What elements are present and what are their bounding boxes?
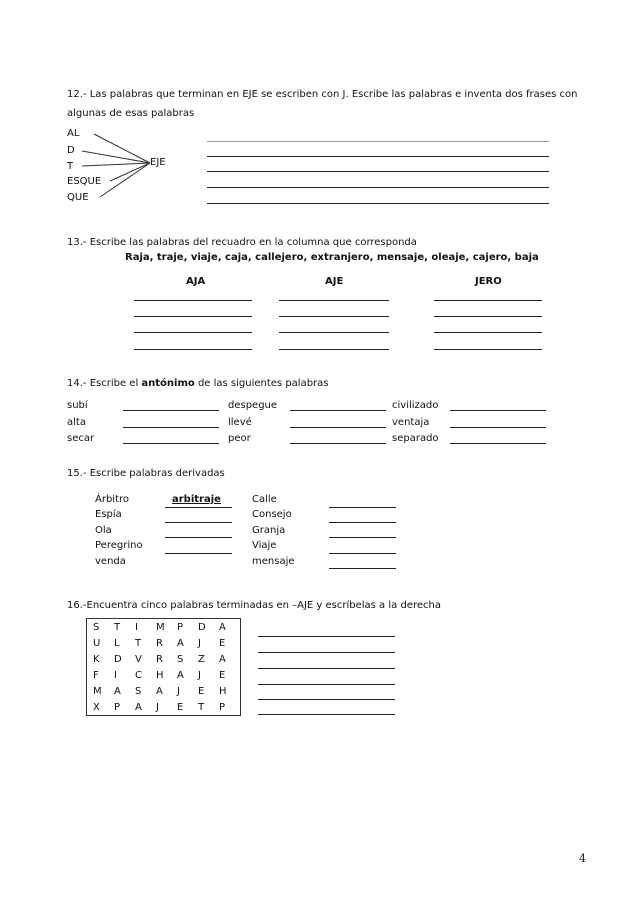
- ex15-word: Viaje: [252, 540, 277, 551]
- grid-cell: D: [198, 622, 206, 633]
- ex15-answer-line[interactable]: [329, 522, 396, 523]
- grid-cell: A: [156, 686, 163, 697]
- ex13-prompt: 13.- Escribe las palabras del recuadro en la columna que corresponda: [67, 237, 417, 248]
- ex13-column-aje: AJE: [325, 276, 344, 287]
- ex14-word: secar: [67, 433, 95, 444]
- grid-cell: J: [156, 702, 159, 713]
- ex14-prompt-after: de las siguientes palabras: [194, 378, 329, 389]
- grid-row: [93, 668, 240, 683]
- grid-cell: I: [114, 670, 117, 681]
- grid-row: [93, 620, 240, 635]
- ex14-prompt-bold: antónimo: [141, 378, 195, 389]
- grid-cell: T: [135, 638, 142, 649]
- ex14-answer-line[interactable]: [290, 410, 386, 411]
- ex13-aja-line[interactable]: [134, 316, 252, 317]
- ex14-answer-line[interactable]: [123, 427, 219, 428]
- ex15-word: mensaje: [252, 556, 295, 567]
- ex14-answer-line[interactable]: [290, 443, 386, 444]
- ex12-suffix: EJE: [150, 157, 166, 168]
- ex12-prefix-al: AL: [67, 128, 80, 139]
- ex16-answer-line[interactable]: [258, 699, 395, 700]
- ex13-aja-line[interactable]: [134, 332, 252, 333]
- grid-cell: X: [93, 702, 100, 713]
- ex14-word: ventaja: [392, 417, 430, 428]
- grid-cell: J: [177, 686, 180, 697]
- ex14-answer-line[interactable]: [450, 427, 546, 428]
- grid-cell: P: [114, 702, 121, 713]
- ex14-answer-line[interactable]: [290, 427, 386, 428]
- grid-cell: V: [135, 654, 142, 665]
- grid-row: [93, 684, 240, 699]
- ex15-word: Consejo: [252, 509, 292, 520]
- ex16-prompt: 16.-Encuentra cinco palabras terminadas en –AJE y escríbelas a la derecha: [67, 600, 441, 611]
- ex13-column-aja: AJA: [186, 276, 206, 287]
- grid-cell: I: [135, 622, 138, 633]
- grid-cell: R: [156, 638, 163, 649]
- grid-cell: E: [177, 702, 184, 713]
- grid-cell: A: [219, 654, 226, 665]
- ex13-aje-line[interactable]: [279, 349, 389, 350]
- grid-cell: T: [114, 622, 121, 633]
- ex15-answer-line[interactable]: [165, 553, 232, 554]
- grid-cell: P: [177, 622, 184, 633]
- ex14-word: despegue: [228, 400, 278, 411]
- ex12-answer-line-4[interactable]: [207, 187, 549, 188]
- grid-cell: A: [177, 638, 184, 649]
- ex14-word: subí: [67, 400, 88, 411]
- ex14-word: separado: [392, 433, 439, 444]
- ex15-answer-line[interactable]: [329, 553, 396, 554]
- grid-cell: S: [177, 654, 184, 665]
- ex15-answer-line[interactable]: [329, 537, 396, 538]
- ex15-example-answer: arbitraje: [172, 494, 221, 505]
- ex12-prompt-line1: 12.- Las palabras que terminan en EJE se escriben con J. Escribe las palabras e inventa dos frases con: [67, 89, 578, 100]
- grid-cell: P: [219, 702, 226, 713]
- grid-cell: S: [93, 622, 100, 633]
- ex15-prompt: 15.- Escribe palabras derivadas: [67, 468, 225, 479]
- ex16-answer-line[interactable]: [258, 684, 395, 685]
- ex16-answer-line[interactable]: [258, 652, 395, 653]
- grid-cell: Z: [198, 654, 205, 665]
- grid-cell: H: [156, 670, 164, 681]
- ex16-answer-line[interactable]: [258, 714, 395, 715]
- ex14-word: alta: [67, 417, 86, 428]
- ex15-answer-line[interactable]: [165, 522, 232, 523]
- ex14-prompt: [67, 378, 329, 389]
- grid-cell: U: [93, 638, 101, 649]
- grid-cell: A: [177, 670, 184, 681]
- grid-cell: D: [114, 654, 122, 665]
- ex14-answer-line[interactable]: [123, 443, 219, 444]
- grid-cell: K: [93, 654, 100, 665]
- grid-cell: F: [93, 670, 99, 681]
- ex12-prompt-line2: algunas de esas palabras: [67, 108, 195, 119]
- grid-row: [93, 700, 240, 715]
- ex15-word: Calle: [252, 494, 277, 505]
- grid-cell: A: [114, 686, 121, 697]
- ex13-jero-line[interactable]: [434, 332, 542, 333]
- ex15-answer-line[interactable]: [329, 568, 396, 569]
- grid-cell: L: [114, 638, 120, 649]
- ex12-answer-line-2[interactable]: [207, 156, 549, 157]
- ex14-prompt-before: 14.- Escribe el: [67, 378, 142, 389]
- ex15-word: Árbitro: [95, 494, 130, 505]
- grid-cell: S: [135, 686, 142, 697]
- ex12-prefix-d: D: [67, 145, 75, 156]
- grid-cell: M: [93, 686, 102, 697]
- ex12-prefix-que: QUE: [67, 192, 89, 203]
- ex14-answer-line[interactable]: [123, 410, 219, 411]
- grid-cell: H: [219, 686, 227, 697]
- grid-cell: M: [156, 622, 165, 633]
- ex15-answer-line[interactable]: [165, 537, 232, 538]
- ex15-answer-line[interactable]: [165, 507, 232, 508]
- ex14-answer-line[interactable]: [450, 443, 546, 444]
- ex16-answer-line[interactable]: [258, 668, 395, 669]
- ex13-word-box: Raja, traje, viaje, caja, callejero, extranjero, mensaje, oleaje, cajero, baja: [125, 252, 539, 263]
- grid-cell: J: [198, 670, 201, 681]
- ex12-prefix-esque: ESQUE: [67, 176, 102, 187]
- ex16-answer-line[interactable]: [258, 636, 395, 637]
- grid-cell: A: [219, 622, 226, 633]
- ex15-word: Granja: [252, 525, 286, 536]
- ex15-answer-line[interactable]: [329, 507, 396, 508]
- grid-cell: E: [219, 638, 226, 649]
- grid-cell: T: [198, 702, 205, 713]
- ex14-answer-line[interactable]: [450, 410, 546, 411]
- ex13-column-jero: JERO: [475, 276, 502, 287]
- ex12-answer-line-3[interactable]: [207, 171, 549, 172]
- ex12-answer-line-1[interactable]: [207, 141, 549, 142]
- ex15-word: venda: [95, 556, 126, 567]
- grid-cell: E: [198, 686, 205, 697]
- ex15-word: Peregrino: [95, 540, 143, 551]
- ex13-jero-line[interactable]: [434, 300, 542, 301]
- ex13-aje-line[interactable]: [279, 316, 389, 317]
- grid-cell: A: [135, 702, 142, 713]
- word-search-grid: [86, 618, 241, 716]
- ex14-word: civilizado: [392, 400, 439, 411]
- ex12-answer-line-5[interactable]: [207, 203, 549, 204]
- ex13-jero-line[interactable]: [434, 349, 542, 350]
- ex15-word: Espía: [95, 509, 122, 520]
- ex13-aja-line[interactable]: [134, 349, 252, 350]
- ex14-word: llevé: [228, 417, 252, 428]
- grid-cell: C: [135, 670, 142, 681]
- ex13-jero-line[interactable]: [434, 316, 542, 317]
- page-number: 4: [579, 852, 586, 865]
- grid-cell: E: [219, 670, 226, 681]
- ex13-aje-line[interactable]: [279, 300, 389, 301]
- ex15-word: Ola: [95, 525, 112, 536]
- ex13-aje-line[interactable]: [279, 332, 389, 333]
- ex14-word: peor: [228, 433, 251, 444]
- ex12-prefix-t: T: [67, 161, 74, 172]
- grid-cell: R: [156, 654, 163, 665]
- ex13-aja-line[interactable]: [134, 300, 252, 301]
- grid-row: [93, 636, 240, 651]
- grid-row: [93, 652, 240, 667]
- grid-cell: J: [198, 638, 201, 649]
